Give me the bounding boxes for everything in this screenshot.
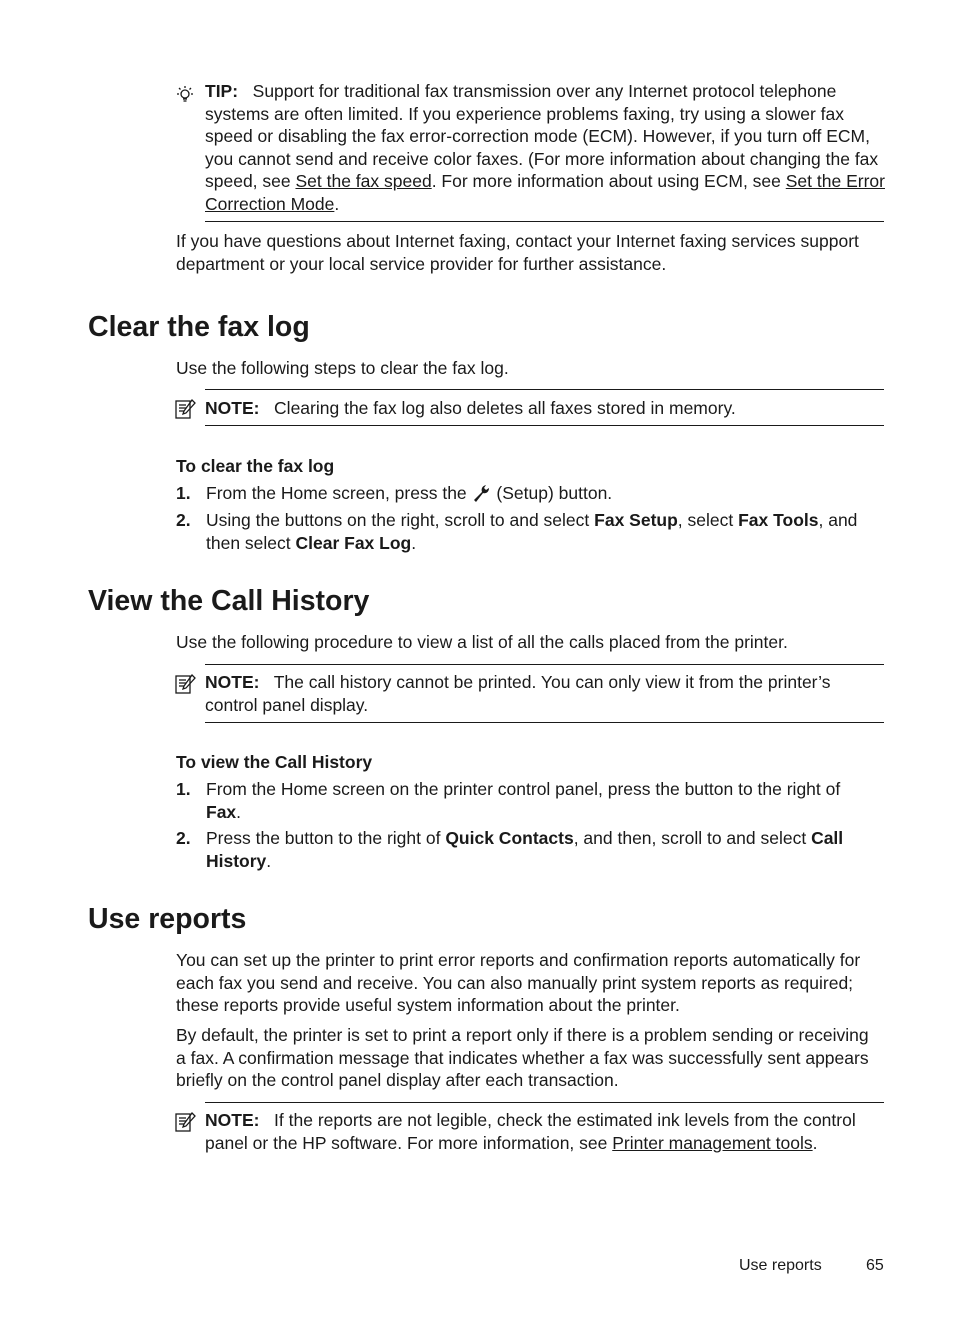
note-pencil-icon — [174, 673, 196, 695]
note3-top-rule — [205, 1102, 884, 1103]
printer-management-tools-link[interactable]: Printer management tools — [612, 1132, 813, 1153]
internet-fax-paragraph: If you have questions about Internet faxing, contact your Internet faxing services support department or your local service provider for further assistance. — [176, 231, 859, 274]
clear-step2-number: 2. — [176, 510, 191, 530]
tip-label: TIP: — [205, 81, 239, 101]
set-fax-speed-link[interactable]: Set the fax speed — [295, 171, 432, 191]
call-history-intro: Use the following procedure to view a list of all the calls placed from the printer. — [176, 632, 788, 652]
tip-bottom-rule — [205, 221, 884, 222]
call-step1-number: 1. — [176, 779, 191, 799]
lightbulb-icon — [174, 84, 196, 106]
call-step1-text: From the Home screen on the printer control panel, press the button to the right of Fax. — [206, 779, 841, 822]
note3-text: NOTE: If the reports are not legible, check the estimated ink levels from the control panel or the HP software. For more information, see Printer management tools. — [205, 1110, 856, 1153]
clear-step2-text: Using the buttons on the right, scroll to and select Fax Setup, select Fax Tools, and then select Clear Fax Log. — [206, 510, 858, 553]
clear-fax-log-heading: Clear the fax log — [88, 311, 310, 343]
footer-section-name: Use reports — [739, 1257, 822, 1274]
footer-page-number: 65 — [866, 1257, 884, 1274]
call-step2-number: 2. — [176, 828, 191, 848]
clear-step1-text: From the Home screen, press the (Setup) button. — [206, 483, 613, 503]
use-reports-heading: Use reports — [88, 903, 247, 935]
note1-text: NOTE: Clearing the fax log also deletes all faxes stored in memory. — [205, 398, 736, 418]
call-history-procedure-title: To view the Call History — [176, 752, 373, 772]
reports-paragraph-1: You can set up the printer to print error reports and confirmation reports automatically for each fax you send and receive. You can also manually print system reports as required; these reports provide useful system information about the printer. — [176, 950, 861, 1015]
clear-step1-number: 1. — [176, 483, 191, 503]
clear-fax-log-intro: Use the following steps to clear the fax log. — [176, 358, 509, 378]
note2-text: NOTE: The call history cannot be printed. You can only view it from the printer’s control panel display. — [205, 672, 831, 715]
set-ecm-link[interactable]: Set the Error Correction Mode — [205, 171, 885, 214]
clear-procedure-title: To clear the fax log — [176, 456, 335, 476]
note1-bottom-rule — [205, 425, 884, 426]
note-pencil-icon — [174, 398, 196, 420]
note2-bottom-rule — [205, 722, 884, 723]
call-history-heading: View the Call History — [88, 585, 370, 617]
call-step2-text: Press the button to the right of Quick Contacts, and then, scroll to and select Call History. — [206, 828, 844, 871]
wrench-icon — [472, 484, 492, 502]
note-pencil-icon — [174, 1111, 196, 1133]
reports-paragraph-2: By default, the printer is set to print a report only if there is a problem sending or receiving a fax. A confirmation message that indicates whether a fax was successfully sent appears briefly on the control panel display after each transaction. — [176, 1025, 869, 1090]
tip-text: TIP: Support for traditional fax transmission over any Internet protocol telephone systems are often limited. If you experience problems faxing, try using a slower fax speed or disabling the fax error-correction mode (ECM). However, if you turn off ECM, you cannot send and receive color faxes. (For more information about changing the fax speed, see Set the fax speed. For more information about using ECM, see Set the Error Correction Mode. — [205, 81, 885, 214]
note1-top-rule — [205, 389, 884, 390]
note2-top-rule — [205, 664, 884, 665]
